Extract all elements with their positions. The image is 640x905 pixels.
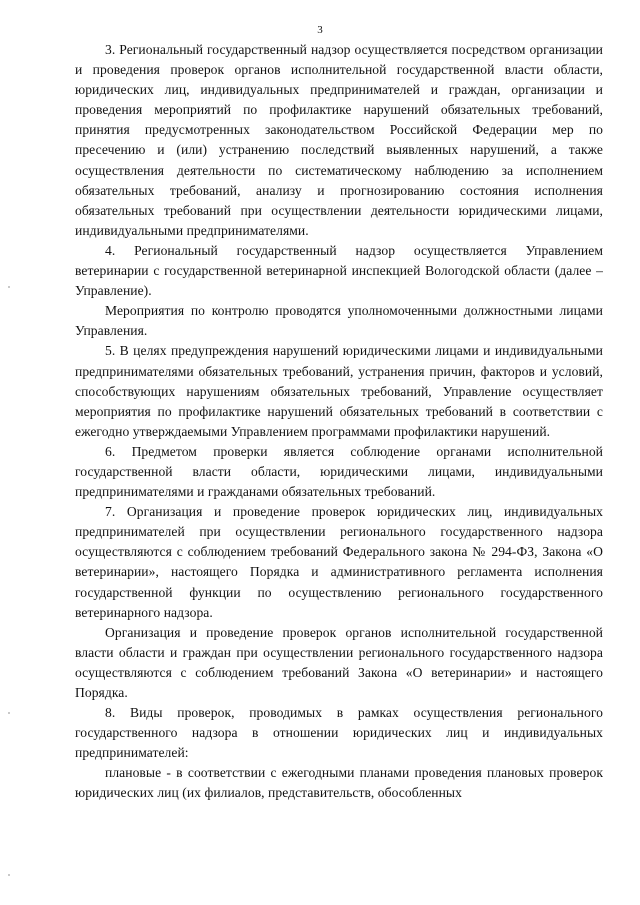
paragraph-5-prevention-measures: 5. В целях предупреждения нарушений юридическими лицами и индивидуальными предпринимателями обязательных требований, устранения причин, факторов и условий, способствующих нарушениям обязательных требований, Управление осуществляет мероприятия по профилактике нарушений обязательных требований в соответствии с ежегодно утверждаемыми Управлением программами профилактики нарушений. [75, 343, 603, 439]
paragraph-inspections-of-authorities-and-citizens: Организация и проведение проверок органов исполнительной государственной власти области и граждан при осуществлении регионального государственного надзора осуществляются с соблюдением требований Закона «О ветеринарии» и настоящего Порядка. [75, 624, 603, 700]
paragraph-planned-inspections: плановые - в соответствии с ежегодными планами проведения плановых проверок юридических лиц (их филиалов, представительств, обособленных [75, 765, 603, 801]
paragraph-4-supervising-authority: 4. Региональный государственный надзор осуществляется Управлением ветеринарии с государственной ветеринарной инспекцией Вологодской области (далее – Управление). [75, 242, 603, 299]
paragraph-3-regional-supervision-means: 3. Региональный государственный надзор осуществляется посредством организации и проведения проверок органов исполнительной государственной власти области, юридических лиц, индивидуальных предпринимателей и граждан, организации и проведения мероприятий по профилактике нарушений обязательных требований, принятия предусмотренных законодательством Российской Федерации мер по пресечению и (или) устранению последствий выявленных нарушений, а также осуществления деятельности по систематическому наблюдению за исполнением обязательных требований, анализу и прогнозированию состояния исполнения обязательных требований при осуществлении деятельности юридическими лицами, индивидуальными предпринимателями. [75, 42, 603, 238]
scan-speck [8, 874, 10, 876]
scan-speck [8, 712, 10, 714]
paragraph-7-organization-of-inspections: 7. Организация и проведение проверок юридических лиц, индивидуальных предпринимателей при осуществлении регионального государственного надзора осуществляются с соблюдением требований Федерального закона № 294-ФЗ, Закона «О ветеринарии», настоящего Порядка и административного регламента исполнения государственной функции по осуществлению регионального государственного ветеринарного надзора. [75, 504, 603, 620]
page-number: 3 [317, 24, 323, 36]
scan-speck [8, 286, 10, 288]
document-body [75, 40, 603, 804]
paragraph-control-officials: Мероприятия по контролю проводятся уполномоченными должностными лицами Управления. [75, 303, 603, 339]
paragraph-8-types-of-inspections: 8. Виды проверок, проводимых в рамках осуществления регионального государственного надзора в отношении юридических лиц и индивидуальных предпринимателей: [75, 705, 603, 761]
paragraph-6-subject-of-inspection: 6. Предметом проверки является соблюдение органами исполнительной государственной власти области, юридическими лицами, индивидуальными предпринимателями и гражданами обязательных требований. [75, 443, 603, 500]
